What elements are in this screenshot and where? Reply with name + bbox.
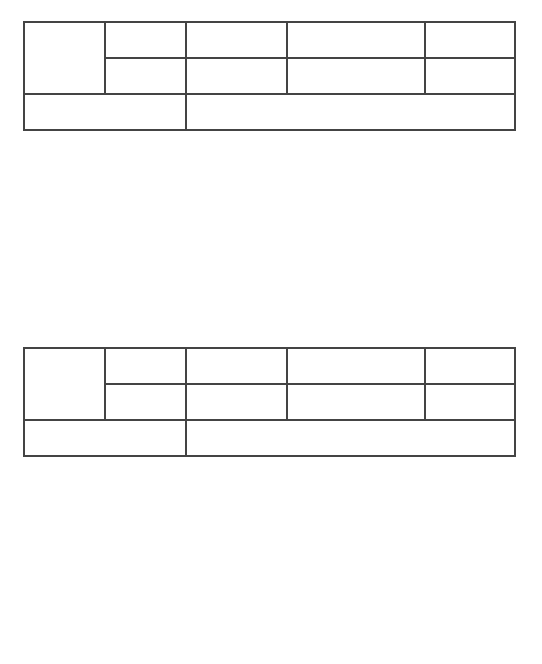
bust-fit — [105, 58, 186, 94]
bust-header — [105, 22, 186, 58]
length-header — [425, 22, 515, 58]
sleeve-length-fit — [287, 384, 425, 420]
sleeve-length-header — [287, 348, 425, 384]
elasticity-row — [24, 94, 515, 130]
length-fit — [425, 384, 515, 420]
header-row — [24, 348, 515, 384]
elasticity-value — [186, 420, 515, 456]
shoulder-header — [186, 22, 287, 58]
sleeve-length-header — [287, 22, 425, 58]
sizes-header — [24, 348, 105, 420]
bust-fit — [105, 384, 186, 420]
elasticity-row — [24, 420, 515, 456]
header-row — [24, 22, 515, 58]
sizes-header — [24, 22, 105, 94]
shoulder-fit — [186, 384, 287, 420]
elasticity-label — [24, 420, 186, 456]
shoulder-fit — [186, 58, 287, 94]
shoulder-header — [186, 348, 287, 384]
bust-header — [105, 348, 186, 384]
length-header — [425, 348, 515, 384]
elasticity-value — [186, 94, 515, 130]
length-fit — [425, 58, 515, 94]
size-chart-inch-table — [23, 347, 516, 457]
sleeve-length-fit — [287, 58, 425, 94]
elasticity-label — [24, 94, 186, 130]
size-chart-cm-table — [23, 21, 516, 131]
